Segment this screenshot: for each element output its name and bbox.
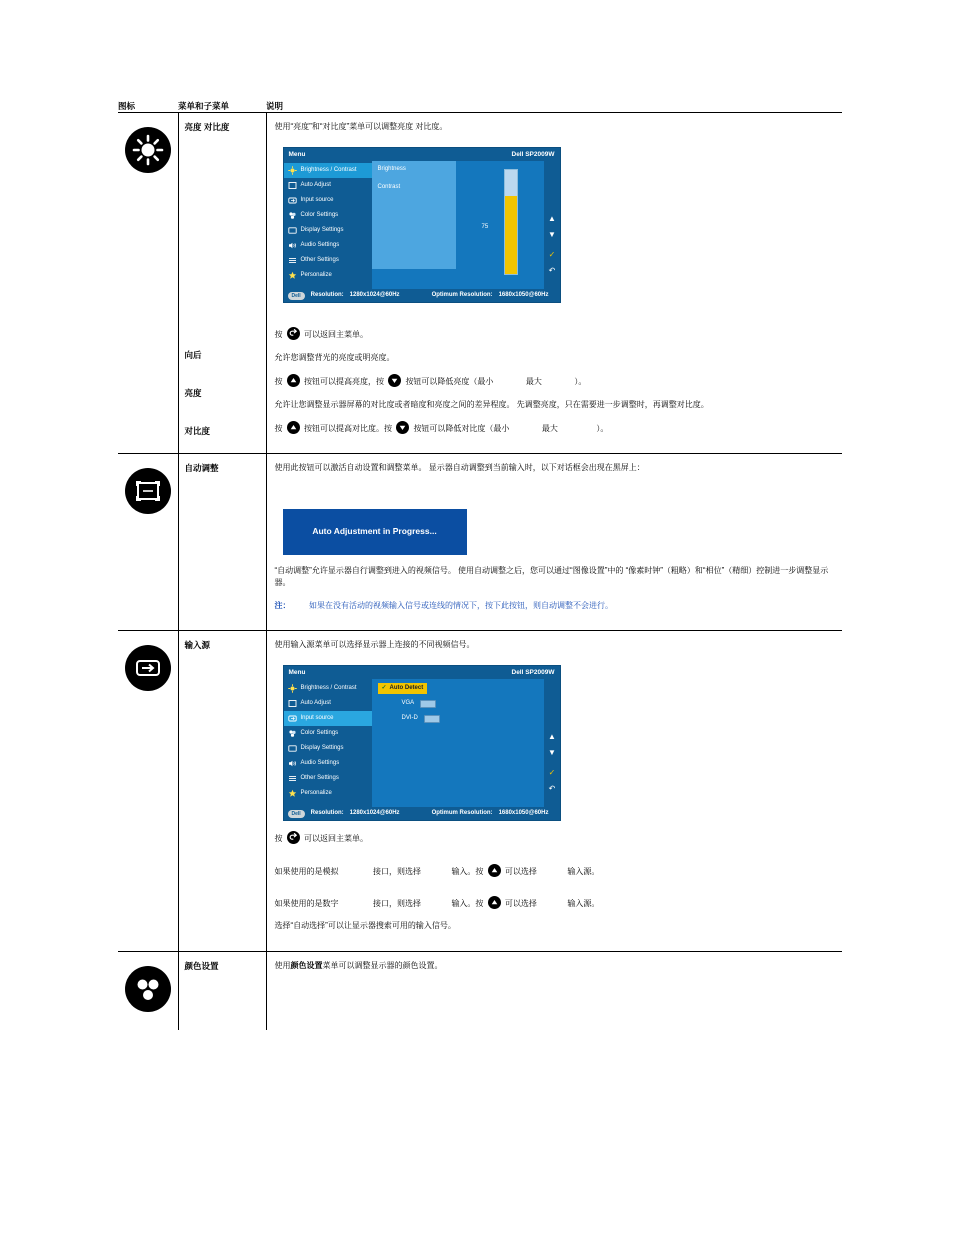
osd-title-left: Menu xyxy=(288,151,306,159)
menu-label-color-settings: 颜色设置 xyxy=(184,960,219,971)
osd-item-label: Brightness / Contrast xyxy=(300,167,357,174)
other-settings-icon xyxy=(288,774,297,783)
input-back-before: 按 xyxy=(274,834,283,844)
down-button-icon xyxy=(396,421,409,434)
desc-cell-color-settings xyxy=(266,951,842,1030)
osd-main-panel xyxy=(372,161,544,289)
note-text: 如果在没有活动的视频输入信号或连线的情况下，按下此按钮，则自动调整不会进行。 xyxy=(308,600,613,610)
analog-c: 输入。按 xyxy=(451,866,484,876)
osd-item-other-settings[interactable] xyxy=(284,771,372,786)
osd-item-label: Auto Adjust xyxy=(300,182,331,189)
osd-item-label: Personalize xyxy=(300,790,332,797)
down-button-icon xyxy=(388,374,401,387)
digital-instruction xyxy=(275,896,837,910)
osd-item-color-settings[interactable] xyxy=(284,726,372,741)
osd-up-button[interactable]: ▲ xyxy=(548,732,556,742)
digital-c: 输入。按 xyxy=(451,899,484,909)
brightness-icon xyxy=(288,684,297,693)
osd-body xyxy=(284,161,560,289)
back-instruction xyxy=(275,327,837,341)
osd-controls-table xyxy=(118,100,842,1030)
osd-item-label: Auto Adjust xyxy=(300,700,331,707)
osd-resolution-label: Resolution: xyxy=(310,292,344,299)
back-button-icon xyxy=(287,327,300,340)
personalize-icon xyxy=(288,271,297,280)
analog-a: 如果使用的是模拟 xyxy=(274,866,339,876)
brightness-line2 xyxy=(275,374,837,388)
up-button-icon xyxy=(488,896,501,909)
osd-item-personalize[interactable] xyxy=(284,786,372,801)
desc-cell-auto-adjust xyxy=(266,454,842,631)
back-button-icon xyxy=(287,831,300,844)
osd-item-auto-adjust[interactable] xyxy=(284,178,372,193)
osd-titlebar xyxy=(284,666,560,679)
osd-item-other-settings[interactable] xyxy=(284,253,372,268)
up-button-icon xyxy=(488,864,501,877)
digital-a: 如果使用的是数字 xyxy=(274,899,339,909)
osd-item-input-source[interactable] xyxy=(284,711,372,726)
menu-cell-input-source xyxy=(178,630,266,951)
osd-back-button[interactable]: ↶ xyxy=(548,266,556,276)
osd-ok-button[interactable]: ✓ xyxy=(548,768,556,778)
color-desc-a: 使用 xyxy=(274,960,291,970)
auto-adjust-icon xyxy=(288,181,297,190)
osd-item-color-settings[interactable] xyxy=(284,208,372,223)
header-menu: 菜单和子菜单 xyxy=(178,100,266,113)
icon-cell-brightness xyxy=(118,113,178,454)
digital-d: 可以选择 xyxy=(504,899,537,909)
digital-b: 接口，则选择 xyxy=(372,899,421,909)
menu-cell-color-settings xyxy=(178,951,266,1030)
osd-menu-list xyxy=(284,161,372,289)
header-description: 说明 xyxy=(266,100,842,113)
vga-label: VGA xyxy=(401,700,415,707)
menu-label-brightness: 亮度 对比度 xyxy=(184,122,230,132)
digital-e: 输入源。 xyxy=(567,899,600,909)
osd-item-auto-adjust[interactable] xyxy=(284,696,372,711)
auto-adjust-note xyxy=(275,600,837,612)
osd-footer xyxy=(284,289,560,302)
table-row-auto-adjust xyxy=(118,454,842,631)
input-back-after: 可以返回主菜单。 xyxy=(303,834,368,844)
brightness-down-text: 按钮可以降低亮度（最小 xyxy=(405,377,494,387)
desc-cell-input-source xyxy=(266,630,842,951)
osd-item-label: Input source xyxy=(300,715,334,722)
audio-settings-icon xyxy=(288,759,297,768)
table-row-input-source xyxy=(118,630,842,951)
osd-optimum-label: Optimum Resolution: xyxy=(431,292,493,299)
osd-window-input-source xyxy=(283,665,561,821)
brightness-icon xyxy=(288,166,297,175)
osd-source-dvi[interactable] xyxy=(372,711,544,726)
menu-cell-auto-adjust xyxy=(178,454,266,631)
icon-cell-auto-adjust xyxy=(118,454,178,631)
auto-select-instruction: 选择“自动选择”可以让显示器搜索可用的输入信号。 xyxy=(274,921,456,931)
osd-footer xyxy=(284,807,560,820)
brightness-description: 使用“亮度”和“对比度”菜单可以调整亮度 对比度。 xyxy=(274,122,448,131)
analog-e: 输入源。 xyxy=(567,866,600,876)
osd-body xyxy=(284,679,560,807)
osd-brightness-label: Brightness xyxy=(377,166,406,173)
input-source-icon xyxy=(288,196,297,205)
brightness-up-text: 按钮可以提高亮度，按 xyxy=(303,377,384,387)
osd-window-brightness xyxy=(283,147,561,303)
osd-item-audio-settings[interactable] xyxy=(284,756,372,771)
analog-d: 可以选择 xyxy=(504,866,537,876)
osd-item-display-settings[interactable] xyxy=(284,741,372,756)
osd-brightness-slider[interactable] xyxy=(504,169,518,275)
auto-adjust-paragraph: “自动调整”允许显示器自行调整到进入的视频信号。 使用自动调整之后，您可以通过“图像设置”中的 “像素时钟”（粗略）和“相位”（精细）控制进一步调整显示器。 xyxy=(274,565,829,588)
osd-item-label: Display Settings xyxy=(300,745,344,752)
auto-detect-pill: ✓ Auto Detect xyxy=(378,683,428,694)
osd-item-label: Color Settings xyxy=(300,730,339,737)
display-settings-icon xyxy=(288,744,297,753)
personalize-icon xyxy=(288,789,297,798)
input-back-instruction xyxy=(275,831,837,845)
osd-resolution-label: Resolution: xyxy=(310,810,344,817)
menu-label-input-source: 输入源 xyxy=(184,639,211,650)
color-settings-description xyxy=(275,960,837,972)
contrast-line1: 允许让您调整显示器屏幕的对比度或者暗度和亮度之间的差异程度。 先调整亮度，只在需要进一步调整时，再调整对比度。 xyxy=(274,399,709,409)
osd-resolution-value: 1280x1024@60Hz xyxy=(349,810,400,817)
osd-down-button[interactable]: ▼ xyxy=(548,230,556,240)
osd-controls-document xyxy=(118,100,842,1030)
menu-cell-brightness xyxy=(178,113,266,454)
table-header-row xyxy=(118,100,842,113)
contrast-line2 xyxy=(275,421,837,435)
osd-item-label: Other Settings xyxy=(300,257,339,264)
contrast-down-text: 按钮可以降低对比度（最小 xyxy=(413,423,510,433)
desc-cell-brightness xyxy=(266,113,842,454)
brightness-icon xyxy=(125,127,171,173)
auto-adjust-description: 使用此按钮可以激活自动设置和调整菜单。 显示器自动调整到当前输入时，以下对话框会出现在黑屏上： xyxy=(274,463,645,473)
osd-item-brightness-contrast[interactable] xyxy=(284,163,372,178)
osd-item-audio-settings[interactable] xyxy=(284,238,372,253)
osd-item-label: Brightness / Contrast xyxy=(300,685,357,692)
dvi-connector-icon xyxy=(424,715,440,723)
table-row-color-settings xyxy=(118,951,842,1030)
back-text-before: 按 xyxy=(274,330,283,340)
menu-label-auto-adjust: 自动调整 xyxy=(184,463,219,474)
input-source-icon xyxy=(288,714,297,723)
osd-item-input-source[interactable] xyxy=(284,193,372,208)
osd-down-button[interactable]: ▼ xyxy=(548,748,556,758)
osd-menu-list xyxy=(284,679,372,807)
auto-adjust-icon xyxy=(125,468,171,514)
osd-source-auto-detect[interactable] xyxy=(372,681,544,696)
analog-instruction xyxy=(275,864,837,878)
dvi-label: DVI-D xyxy=(401,715,418,722)
osd-up-button[interactable]: ▲ xyxy=(548,214,556,224)
osd-item-personalize[interactable] xyxy=(284,268,372,283)
dell-badge: Dell xyxy=(288,292,305,300)
osd-titlebar xyxy=(284,148,560,161)
contrast-end-text: ）。 xyxy=(596,423,609,433)
contrast-press: 按 xyxy=(274,423,283,433)
up-button-icon xyxy=(287,374,300,387)
osd-value-panel xyxy=(372,161,456,269)
dell-badge: Dell xyxy=(288,810,305,818)
osd-optimum-value: 1680x1050@60Hz xyxy=(498,292,549,299)
osd-item-label: Display Settings xyxy=(300,227,344,234)
color-desc-c: 菜单可以调整显示器的颜色设置。 xyxy=(322,960,443,970)
analog-b: 接口，则选择 xyxy=(372,866,421,876)
osd-item-label: Input source xyxy=(300,197,334,204)
color-settings-icon xyxy=(288,729,297,738)
input-source-icon xyxy=(125,645,171,691)
osd-optimum-value: 1680x1050@60Hz xyxy=(498,810,549,817)
back-text-after: 可以返回主菜单。 xyxy=(303,330,368,340)
submenu-label-back: 向后 xyxy=(184,350,202,360)
osd-contrast-label: Contrast xyxy=(377,184,401,191)
osd-title-right: Dell SP2009W xyxy=(511,669,555,677)
auto-detect-label: Auto Detect xyxy=(389,685,424,692)
osd-item-label: Audio Settings xyxy=(300,760,340,767)
up-button-icon xyxy=(287,421,300,434)
osd-title-left: Menu xyxy=(288,669,306,677)
display-settings-icon xyxy=(288,226,297,235)
vga-connector-icon xyxy=(420,700,436,708)
icon-cell-color-settings xyxy=(118,951,178,1030)
osd-title-right: Dell SP2009W xyxy=(511,151,555,159)
contrast-max-text: 最大 xyxy=(541,423,558,433)
brightness-press: 按 xyxy=(274,377,283,387)
auto-adjustment-dialog-text: Auto Adjustment in Progress... xyxy=(312,526,437,537)
osd-source-vga[interactable] xyxy=(372,696,544,711)
osd-button-column xyxy=(544,161,560,289)
osd-item-label: Personalize xyxy=(300,272,332,279)
auto-adjust-icon xyxy=(288,699,297,708)
brightness-line1: 允许您调整背光的亮度或明亮度。 xyxy=(274,352,395,362)
brightness-max-text: 最大 xyxy=(525,377,542,387)
color-desc-b: 颜色设置 xyxy=(290,960,323,970)
osd-optimum-label: Optimum Resolution: xyxy=(431,810,493,817)
header-icon: 图标 xyxy=(118,100,178,113)
osd-item-brightness-contrast[interactable] xyxy=(284,681,372,696)
osd-button-column xyxy=(544,679,560,807)
other-settings-icon xyxy=(288,256,297,265)
osd-back-button[interactable]: ↶ xyxy=(548,784,556,794)
table-row-brightness-contrast xyxy=(118,113,842,454)
osd-item-label: Other Settings xyxy=(300,775,339,782)
osd-brightness-value: 75 xyxy=(481,224,489,231)
color-settings-icon xyxy=(288,211,297,220)
contrast-up-text: 按钮可以提高对比度。按 xyxy=(303,423,392,433)
submenu-label-contrast: 对比度 xyxy=(184,426,211,436)
brightness-end-text: ）。 xyxy=(574,377,587,387)
icon-cell-input-source xyxy=(118,630,178,951)
osd-item-label: Audio Settings xyxy=(300,242,340,249)
osd-item-label: Color Settings xyxy=(300,212,339,219)
color-settings-icon xyxy=(125,966,171,1012)
osd-ok-button[interactable]: ✓ xyxy=(548,250,556,260)
osd-resolution-value: 1280x1024@60Hz xyxy=(349,292,400,299)
osd-item-display-settings[interactable] xyxy=(284,223,372,238)
osd-main-panel xyxy=(372,679,544,807)
input-source-description: 使用输入源菜单可以选择显示器上连接的不同视频信号。 xyxy=(274,639,475,649)
audio-settings-icon xyxy=(288,241,297,250)
note-label: 注： xyxy=(274,600,291,610)
auto-adjustment-dialog xyxy=(283,509,467,555)
submenu-label-brightness: 亮度 xyxy=(184,388,202,398)
